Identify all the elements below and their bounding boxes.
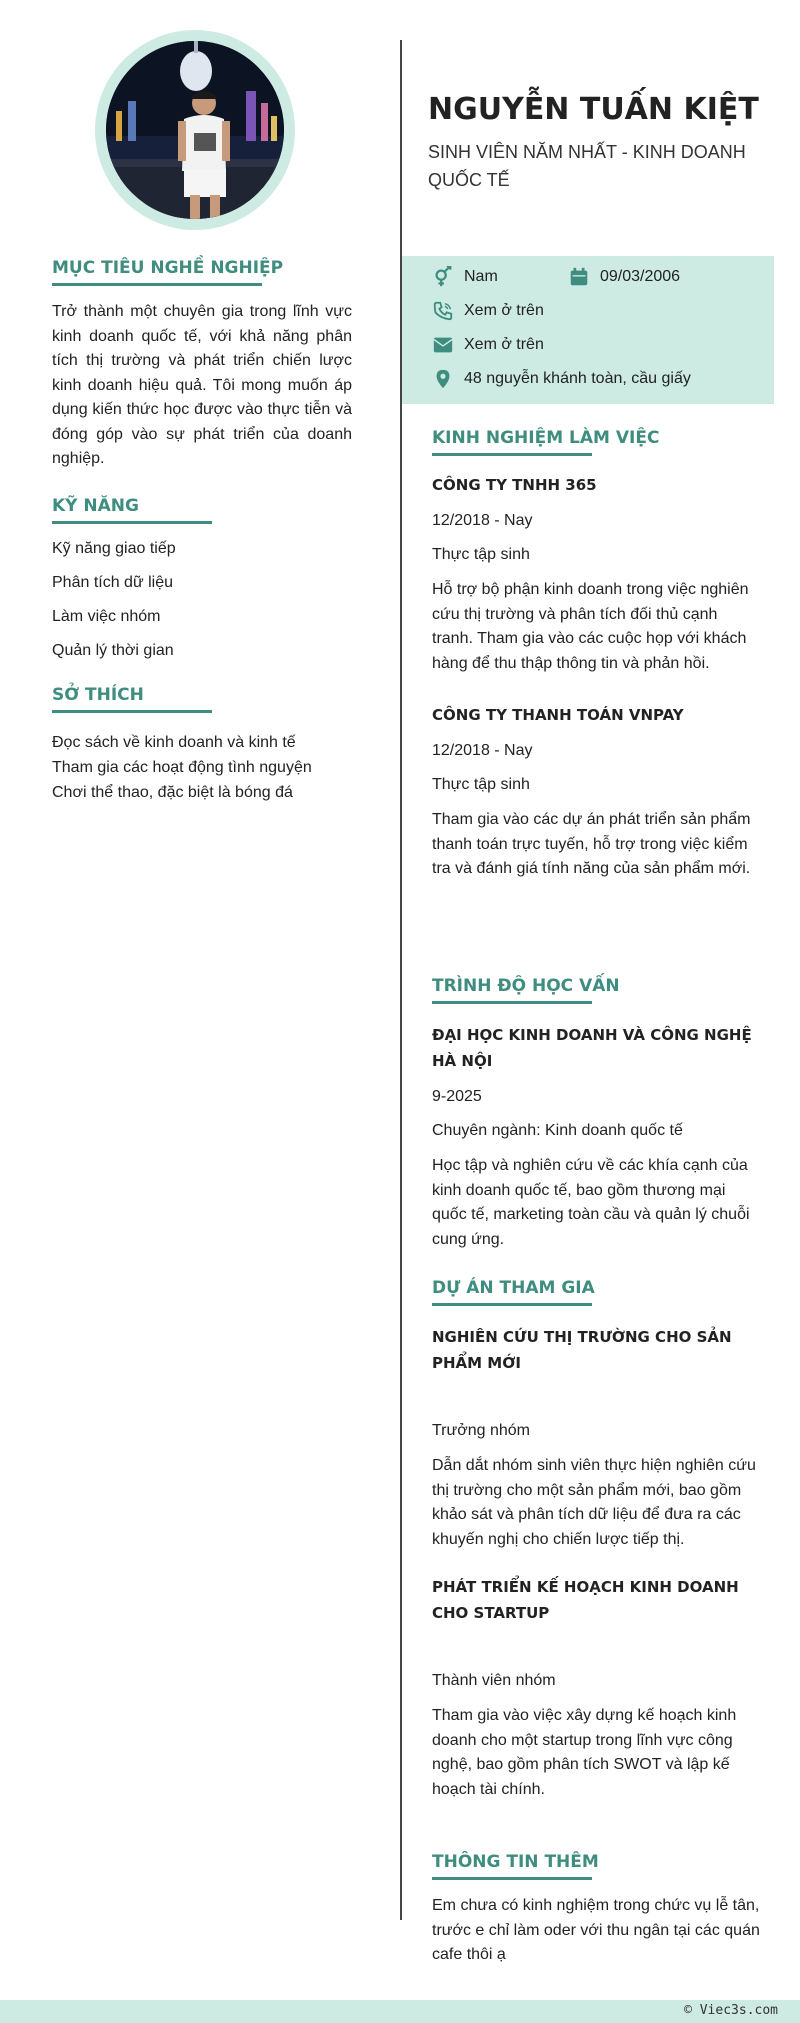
project-item — [432, 1324, 762, 1552]
contact-address — [432, 366, 691, 392]
hobbies-section — [52, 685, 352, 805]
gender-value: Nam — [464, 268, 498, 285]
project-name: NGHIÊN CỨU THỊ TRƯỜNG CHO SẢN PHẨM MỚI — [432, 1328, 732, 1372]
experience-description: Hỗ trợ bộ phận kinh doanh trong việc nghiên cứu thị trường và phân tích đối thủ cạnh tranh. Tham gia vào các cuộc họp với khách hàng để thu thập thông tin và phản hồi. — [432, 581, 749, 672]
email-value: Xem ở trên — [464, 336, 544, 353]
experience-item — [432, 472, 762, 676]
additional-info-section — [432, 1852, 762, 1968]
phone-value: Xem ở trên — [464, 302, 544, 319]
address-value: 48 nguyễn khánh toàn, cầu giấy — [464, 370, 691, 387]
company-name: CÔNG TY THANH TOÁN VNPAY — [432, 706, 684, 724]
experience-description: Tham gia vào các dự án phát triển sản phẩm thanh toán trực tuyến, hỗ trợ trong việc kiểm tra và đánh giá tính năng của sản phẩm mới. — [432, 811, 751, 877]
footer-watermark: © Viec3s.com — [684, 2003, 778, 2018]
experience-period: 12/2018 - Nay — [432, 512, 533, 529]
avatar — [106, 41, 284, 219]
section-heading-additional: THÔNG TIN THÊM — [432, 1852, 592, 1880]
education-major: Chuyên ngành: Kinh doanh quốc tế — [432, 1122, 683, 1139]
avatar-photo — [106, 41, 284, 219]
candidate-title: SINH VIÊN NĂM NHẤT - KINH DOANH QUỐC TẾ — [428, 142, 746, 190]
map-pin-icon — [432, 368, 454, 390]
project-name: PHÁT TRIỂN KẾ HOẠCH KINH DOANH CHO STARTUP — [432, 1578, 739, 1622]
skill-item: Làm việc nhóm — [52, 608, 161, 625]
section-heading-skills: KỸ NĂNG — [52, 496, 212, 524]
skill-item: Phân tích dữ liệu — [52, 574, 174, 591]
education-period: 9-2025 — [432, 1088, 482, 1105]
experience-period: 12/2018 - Nay — [432, 742, 533, 759]
experience-role: Thực tập sinh — [432, 776, 530, 793]
section-heading-projects: DỰ ÁN THAM GIA — [432, 1278, 592, 1306]
contact-birthday — [568, 264, 680, 290]
gender-icon — [432, 266, 454, 288]
skills-list — [52, 532, 352, 668]
phone-icon — [432, 300, 454, 322]
additional-info-text: Em chưa có kinh nghiệm trong chức vụ lễ tân, trước e chỉ làm oder với thu ngân tại các quán cafe thôi ạ — [432, 1897, 760, 1963]
birthday-value: 09/03/2006 — [600, 268, 681, 285]
contact-email — [432, 332, 544, 358]
contact-info-box — [402, 256, 774, 404]
education-description: Học tập và nghiên cứu về các khía cạnh của kinh doanh quốc tế, bao gồm thương mại quốc tế, marketing toàn cầu và quản lý chuỗi cung ứng. — [432, 1157, 750, 1248]
company-name: CÔNG TY TNHH 365 — [432, 476, 597, 494]
experience-section — [432, 428, 762, 882]
projects-section — [432, 1278, 762, 1802]
footer-bar — [0, 2000, 800, 2023]
project-description: Tham gia vào việc xây dựng kế hoạch kinh doanh cho một startup trong lĩnh vực công nghệ, bao gồm phân tích SWOT và lập kế hoạch tài chính. — [432, 1707, 737, 1798]
objective-text: Trở thành một chuyên gia trong lĩnh vực kinh doanh quốc tế, với khả năng phân tích thị trường và phát triển chiến lược kinh doanh hiệu quả. Tôi mong muốn áp dụng kiến thức học được vào thực tiễn và đóng góp vào sự phát triển của doanh nghiệp. — [52, 303, 352, 467]
project-item — [432, 1574, 762, 1802]
candidate-name: NGUYỄN TUẤN KIỆT — [428, 92, 759, 127]
section-heading-experience: KINH NGHIỆM LÀM VIỆC — [432, 428, 592, 456]
skill-item: Quản lý thời gian — [52, 642, 174, 659]
hobby-item: Đọc sách về kinh doanh và kinh tế — [52, 734, 296, 751]
experience-role: Thực tập sinh — [432, 546, 530, 563]
contact-gender — [432, 264, 498, 290]
hobby-item: Tham gia các hoạt động tình nguyện — [52, 759, 312, 776]
section-heading-education: TRÌNH ĐỘ HỌC VẤN — [432, 976, 592, 1004]
hobbies-list — [52, 730, 352, 805]
school-name: ĐẠI HỌC KINH DOANH VÀ CÔNG NGHỆ HÀ NỘI — [432, 1026, 752, 1070]
skills-section — [52, 496, 352, 668]
hobby-item: Chơi thể thao, đặc biệt là bóng đá — [52, 784, 293, 801]
skill-item: Kỹ năng giao tiếp — [52, 540, 176, 557]
calendar-icon — [568, 266, 590, 288]
education-section — [432, 976, 762, 1252]
avatar-frame — [95, 30, 295, 230]
experience-item — [432, 702, 762, 882]
career-objective-section — [52, 258, 352, 472]
project-role: Trưởng nhóm — [432, 1422, 530, 1439]
project-role: Thành viên nhóm — [432, 1672, 556, 1689]
envelope-icon — [432, 334, 454, 356]
project-description: Dẫn dắt nhóm sinh viên thực hiện nghiên cứu thị trường cho một sản phẩm mới, bao gồm khảo sát và phân tích dữ liệu để đưa ra các khuyến nghị cho chiến lược tiếp thị. — [432, 1457, 756, 1548]
section-heading-hobbies: SỞ THÍCH — [52, 685, 212, 713]
section-heading-objective: MỤC TIÊU NGHỀ NGHIỆP — [52, 258, 262, 286]
contact-phone — [432, 298, 544, 324]
